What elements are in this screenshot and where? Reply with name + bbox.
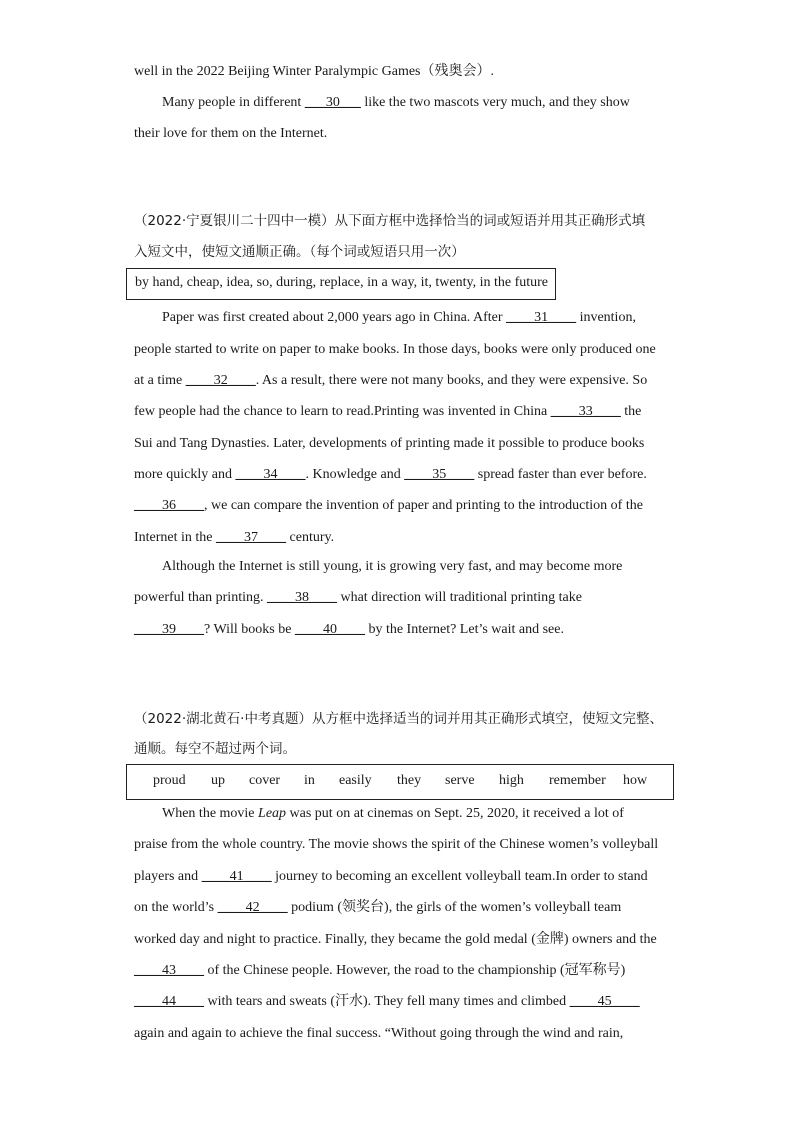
section2-instruction	[134, 211, 645, 231]
blank-40[interactable]: ____40____	[294, 622, 365, 637]
word-item: up	[211, 773, 225, 788]
word-item: they	[397, 773, 422, 788]
text: again and again to achieve the final success. “Without going through the wind and rain,	[134, 1026, 624, 1041]
text: journey to becoming an excellent volleyball team.In order to stand	[271, 869, 648, 884]
word-item: easily	[339, 773, 372, 788]
text: their love for them on the Internet.	[134, 126, 328, 141]
blank-44[interactable]: ____44____	[134, 994, 204, 1009]
blank-42[interactable]: ____42____	[217, 900, 288, 915]
passage3-line	[134, 961, 625, 981]
text: on the world’s	[134, 900, 218, 915]
passage3-line	[162, 804, 624, 824]
section3-instruction	[134, 709, 663, 729]
text: people started to write on paper to make books. In those days, books were only produced one	[134, 342, 656, 357]
word-item: cover	[249, 773, 281, 788]
text: . Knowledge and	[305, 467, 405, 482]
section3-instruction	[134, 739, 296, 759]
word-item: remember	[549, 773, 606, 788]
text: century.	[286, 530, 335, 545]
word-item: how	[623, 773, 648, 788]
text: spread faster than ever before.	[474, 467, 647, 482]
passage2-line	[162, 308, 636, 328]
blank-36[interactable]: ____36____	[134, 498, 204, 513]
passage2-line	[134, 588, 582, 608]
text: was put on at cinemas on Sept. 25, 2020, it received a lot of	[286, 806, 624, 821]
text: few people had the chance to learn to read.Printing was invented in China	[134, 404, 551, 419]
blank-45[interactable]: ____45____	[569, 994, 640, 1009]
passage2-line	[134, 434, 644, 454]
section2-instruction	[134, 242, 465, 262]
passage3-line	[134, 930, 657, 950]
blank-32[interactable]: ____32____	[185, 373, 256, 388]
text: worked day and night to practice. Finally, they became the gold medal (金牌) owners and the	[134, 932, 657, 947]
text: like the two mascots very much, and they show	[360, 95, 630, 110]
blank-34[interactable]: ____34____	[235, 467, 306, 482]
passage3-line	[134, 1024, 623, 1044]
text: Paper was first created about 2,000 years ago in China. After	[162, 310, 507, 325]
text: the	[620, 404, 642, 419]
word-item: in	[304, 773, 315, 788]
text: Internet in the	[134, 530, 217, 545]
word-item: high	[499, 773, 524, 788]
text: Many people in different	[162, 95, 305, 110]
passage3-line	[134, 898, 621, 918]
blank-41[interactable]: ____41____	[201, 869, 272, 884]
blank-38[interactable]: ____38____	[266, 590, 337, 605]
text: of the Chinese people. However, the road to the championship (冠军称号)	[204, 963, 626, 978]
text: 入短文中，使短文通顺正确。（每个词或短语只用一次）	[134, 244, 465, 260]
passage3-line	[134, 867, 648, 887]
word-box	[126, 268, 556, 300]
blank-31[interactable]: ____31____	[506, 310, 577, 325]
text: praise from the whole country. The movie shows the spirit of the Chinese women’s volleyball	[134, 837, 659, 852]
passage2-line	[134, 465, 647, 485]
text: by the Internet? Let’s wait and see.	[364, 622, 564, 637]
text: Although the Internet is still young, it is growing very fast, and may become more	[162, 559, 623, 574]
word-box	[126, 764, 674, 800]
text: （2022·湖北黄石·中考真题）从方框中选择适当的词并用其正确形式填空，使短文完整、	[134, 711, 663, 727]
passage2-line	[134, 371, 647, 391]
blank-43[interactable]: ____43____	[134, 963, 204, 978]
blank-39[interactable]: ____39____	[134, 622, 204, 637]
text: with tears and sweats (汗水). They fell many times and climbed	[204, 994, 570, 1009]
text: what direction will traditional printing take	[336, 590, 582, 605]
text: （2022·宁夏银川二十四中一模）从下面方框中选择恰当的词或短语并用其正确形式填	[134, 213, 646, 229]
movie-title: Leap	[258, 806, 287, 821]
text: 通顺。每空不超过两个词。	[134, 741, 296, 757]
passage2-line	[134, 340, 656, 360]
passage3-line	[134, 835, 658, 855]
passage1-line	[134, 124, 327, 144]
text: more quickly and	[134, 467, 236, 482]
text: , we can compare the invention of paper and printing to the introduction of the	[204, 498, 643, 513]
blank-37[interactable]: ____37____	[216, 530, 287, 545]
passage2-line	[162, 557, 622, 577]
text: ? Will books be	[204, 622, 295, 637]
text: at a time	[134, 373, 186, 388]
text: powerful than printing.	[134, 590, 267, 605]
blank-33[interactable]: ____33____	[550, 404, 621, 419]
word-item: proud	[153, 773, 186, 788]
text: Sui and Tang Dynasties. Later, developments of printing made it possible to produce books	[134, 436, 645, 451]
blank-35[interactable]: ____35____	[404, 467, 475, 482]
passage1-line	[162, 93, 630, 113]
text: well in the 2022 Beijing Winter Paralympic Games（残奥会）.	[134, 64, 495, 79]
passage2-line	[134, 402, 641, 422]
text: When the movie	[162, 806, 259, 821]
passage3-line	[134, 992, 640, 1012]
text: players and	[134, 869, 202, 884]
passage2-line	[134, 620, 564, 640]
word-item: serve	[445, 773, 475, 788]
text: invention,	[576, 310, 636, 325]
word-box-text: by hand, cheap, idea, so, during, replace, in a way, it, twenty, in the future	[135, 275, 548, 290]
passage1-line	[134, 62, 494, 82]
blank-30[interactable]: ___30___	[304, 95, 361, 110]
passage2-line	[134, 496, 643, 516]
text: . As a result, there were not many books, and they were expensive. So	[255, 373, 648, 388]
passage2-line	[134, 528, 334, 548]
text: podium (领奖台), the girls of the women’s volleyball team	[287, 900, 622, 915]
